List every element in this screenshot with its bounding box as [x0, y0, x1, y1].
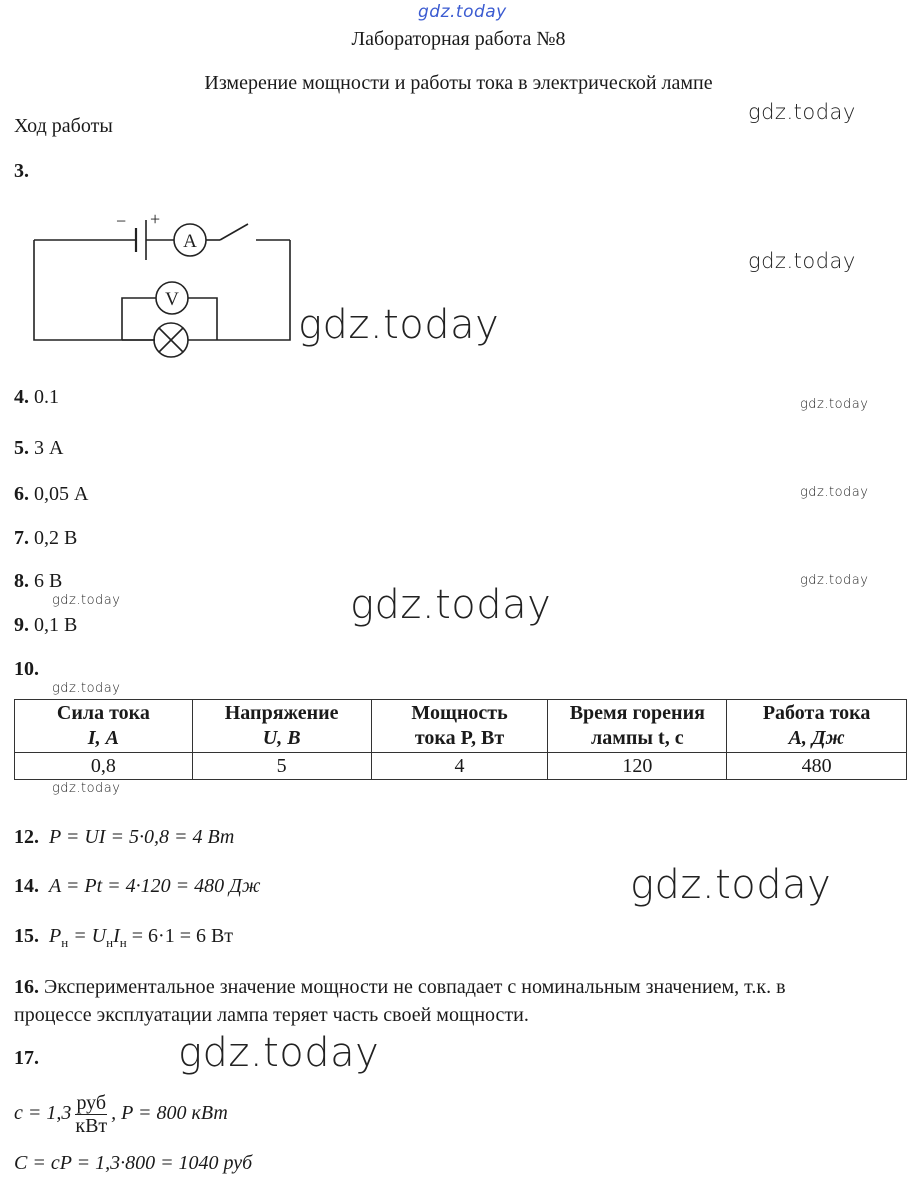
results-table [14, 699, 907, 780]
wire-right [217, 240, 290, 340]
header-work: Работа тока A, Дж [727, 700, 907, 753]
unit-fraction: $\frac{\text{руб}}{\text{кВт}}$ [75, 1092, 108, 1137]
answer-17-tariff: c = 1,3 $\frac{\text{руб}}{\text{кВт}}$ , P = 800 кВт [14, 1092, 228, 1137]
table-header-row [15, 700, 907, 753]
watermark-large: gdz.today [630, 862, 832, 908]
watermark-small: gdz.today [800, 573, 869, 588]
answer-5: 5. 3 А [14, 437, 64, 459]
voltmeter-label: V [165, 289, 179, 310]
cell-time: 120 [548, 753, 727, 780]
battery-minus-label: − [116, 211, 127, 231]
page-title: Лабораторная работа №8 [351, 28, 566, 50]
table-row [15, 753, 907, 780]
answer-4: 4. 0.1 [14, 386, 59, 408]
circuit-diagram [20, 208, 300, 363]
branch-right [188, 298, 217, 340]
watermark-large: gdz.today [350, 582, 552, 628]
watermark-small: gdz.today [52, 593, 121, 608]
header-power: Мощность тока P, Вт [371, 700, 548, 753]
answer-7: 7. 0,2 В [14, 527, 78, 549]
answer-9: 9. 0,1 В [14, 614, 78, 636]
watermark-large: gdz.today [298, 302, 500, 348]
page-subtitle: Измерение мощности и работы тока в электрической лампе [204, 72, 713, 94]
branch-left [122, 298, 156, 340]
watermark-small: gdz.today [800, 485, 869, 500]
wire-left [34, 240, 155, 340]
watermark: gdz.today [748, 249, 856, 273]
watermark-large: gdz.today [178, 1030, 380, 1076]
cell-work: 480 [727, 753, 907, 780]
watermark-small: gdz.today [52, 681, 121, 696]
answer-17-cost: C = cP = 1,3·800 = 1040 руб [14, 1152, 253, 1174]
watermark-small: gdz.today [52, 781, 121, 796]
watermark: gdz.today [748, 100, 856, 124]
answer-15: 15. $P_н = U_нI_н = 6\cdot 1 = 6$ Вт [14, 925, 234, 950]
answer-17-number: 17. [14, 1047, 39, 1069]
watermark-small: gdz.today [800, 397, 869, 412]
answer-6: 6. 0,05 А [14, 483, 89, 505]
header-voltage: Напряжение U, В [192, 700, 371, 753]
ammeter-label: A [183, 231, 197, 252]
watermark-top: gdz.today [418, 2, 507, 22]
answer-16-line2: процессе эксплуатации лампа теряет часть своей мощности. [14, 1004, 529, 1026]
cell-voltage: 5 [192, 753, 371, 780]
cell-power: 4 [371, 753, 548, 780]
cell-current: 0,8 [15, 753, 193, 780]
answer-12: 12. P = UI = 5·0,8 = 4 Вт [14, 826, 235, 848]
answer-8: 8. 6 В [14, 570, 63, 592]
procedure-heading: Ход работы [14, 115, 113, 137]
battery-plus-label: + [150, 209, 161, 229]
answer-3-number: 3. [14, 160, 29, 182]
answer-14: 14. A = Pt = 4·120 = 480 Дж [14, 875, 261, 897]
switch-blade [220, 224, 248, 240]
header-current: Сила тока I, А [15, 700, 193, 753]
answer-16-line1: 16. Экспериментальное значение мощности не совпадает с номинальным значением, т.к. в [14, 976, 786, 998]
header-time: Время горения лампы t, с [548, 700, 727, 753]
answer-10-number: 10. [14, 658, 39, 680]
